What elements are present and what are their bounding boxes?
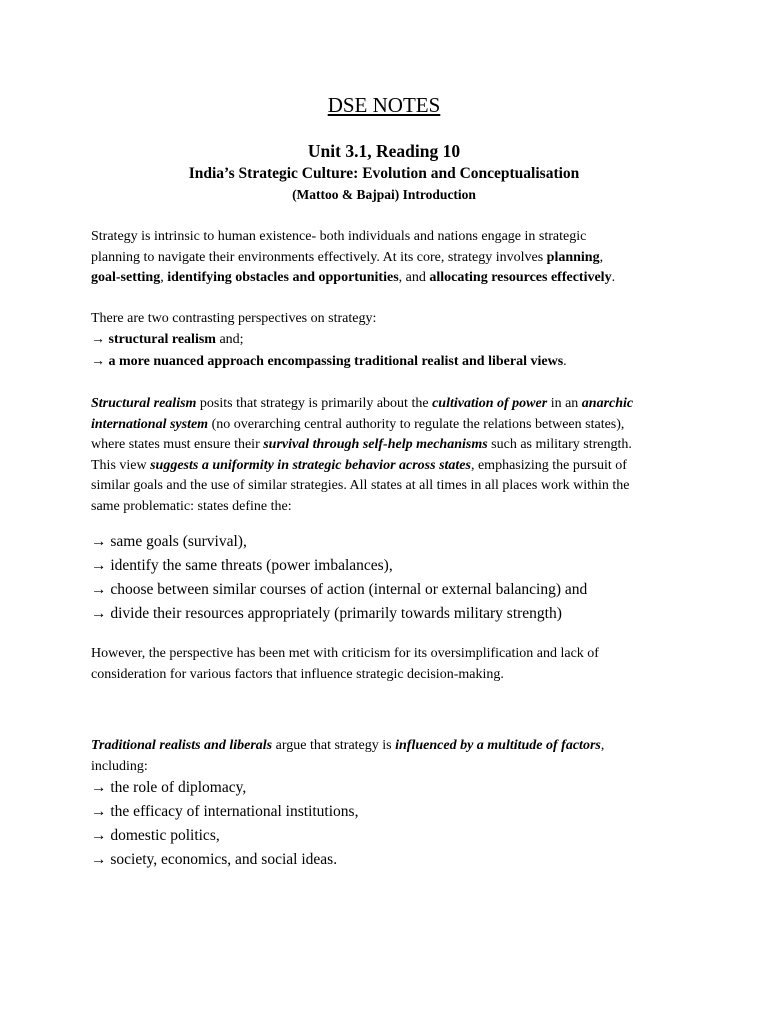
paragraph-line xyxy=(91,736,681,757)
defines-list xyxy=(91,530,691,626)
text-run: , xyxy=(599,249,604,265)
bold-term: goal-setting xyxy=(91,270,161,285)
list-item: → identify the same threats (power imbalances), xyxy=(91,557,393,574)
emphasis-term: anarchic xyxy=(581,396,634,411)
intro-line xyxy=(91,268,681,289)
text-run: This view xyxy=(91,457,151,473)
text-run: argue that strategy is xyxy=(272,738,396,753)
emphasis-term: international system xyxy=(91,416,209,432)
text-run: , xyxy=(160,270,168,285)
paragraph-line: However, the perspective has been met with criticism for its oversimplification and lack of xyxy=(91,646,599,661)
list-item: → divide their resources appropriately (primarily towards military strength) xyxy=(91,605,562,622)
list-item: → the role of diplomacy, xyxy=(91,779,247,796)
text-run: and; xyxy=(215,331,244,347)
authors-line: (Mattoo & Bajpai) Introduction xyxy=(292,187,476,202)
emphasis-term: suggests a uniformity in strategic behavior across states xyxy=(150,457,471,473)
emphasis-term: Structural realism xyxy=(91,396,197,411)
paragraph-line xyxy=(91,394,681,415)
bold-term: structural realism xyxy=(108,331,216,347)
factors-list xyxy=(91,776,691,872)
bold-term: allocating resources effectively xyxy=(429,270,612,285)
text-run: , emphasizing the pursuit of xyxy=(470,457,627,473)
bold-term: identifying obstacles and opportunities xyxy=(167,270,399,285)
paragraph-line: consideration for various factors that influence strategic decision-making. xyxy=(91,666,504,682)
text-run: in an xyxy=(547,396,582,411)
intro-line: Strategy is intrinsic to human existence- both individuals and nations engage in strategic xyxy=(91,229,587,244)
list-item: → society, economics, and social ideas. xyxy=(91,851,338,868)
paragraph-line xyxy=(91,456,681,477)
paragraph-line xyxy=(91,415,681,436)
text-run: (no overarching central authority to regulate the relations between states), xyxy=(208,416,625,432)
bold-term: planning xyxy=(546,249,600,265)
paragraph-line: similar goals and the use of similar strategies. All states at all times in all places work within the xyxy=(91,478,630,493)
emphasis-term: survival through self-help mechanisms xyxy=(263,437,488,452)
perspective-item xyxy=(91,330,681,351)
unit-heading: Unit 3.1, Reading 10 xyxy=(307,141,461,161)
perspectives-paragraph xyxy=(91,309,681,373)
paragraph-line: including: xyxy=(91,758,148,774)
arrow-icon: → xyxy=(91,331,109,347)
perspective-item xyxy=(91,352,681,373)
reading-title: India’s Strategic Culture: Evolution and Conceptualisation xyxy=(188,165,580,182)
list-item: → same goals (survival), xyxy=(91,533,247,550)
structural-realism-paragraph xyxy=(91,394,681,517)
intro-line xyxy=(91,248,681,269)
perspectives-intro: There are two contrasting perspectives on strategy: xyxy=(91,311,377,326)
text-run: , and xyxy=(398,270,430,285)
text-run: . xyxy=(611,270,616,285)
list-item: → the efficacy of international institutions, xyxy=(91,803,359,820)
arrow-icon: → xyxy=(91,354,109,369)
criticism-paragraph xyxy=(91,644,681,685)
text-run: where states must ensure their xyxy=(91,437,264,452)
bold-term: a more nuanced approach encompassing traditional realist and liberal views xyxy=(108,354,564,369)
text-run: posits that strategy is primarily about the xyxy=(196,396,433,411)
text-run: . xyxy=(563,354,567,369)
emphasis-term: influenced by a multitude of factors xyxy=(395,738,601,753)
text-run: , xyxy=(600,738,605,753)
paragraph-line: same problematic: states define the: xyxy=(91,498,292,514)
list-item: → choose between similar courses of action (internal or external balancing) and xyxy=(91,581,588,598)
emphasis-term: cultivation of power xyxy=(432,396,548,411)
intro-paragraph xyxy=(91,227,681,289)
document-title: DSE NOTES xyxy=(327,93,441,117)
traditional-paragraph xyxy=(91,736,681,777)
text-run: such as military strength. xyxy=(487,437,632,452)
paragraph-line xyxy=(91,435,681,456)
text-run: planning to navigate their environments effectively. At its core, strategy involves xyxy=(91,249,547,265)
emphasis-term: Traditional realists and liberals xyxy=(91,738,273,753)
list-item: → domestic politics, xyxy=(91,827,220,844)
